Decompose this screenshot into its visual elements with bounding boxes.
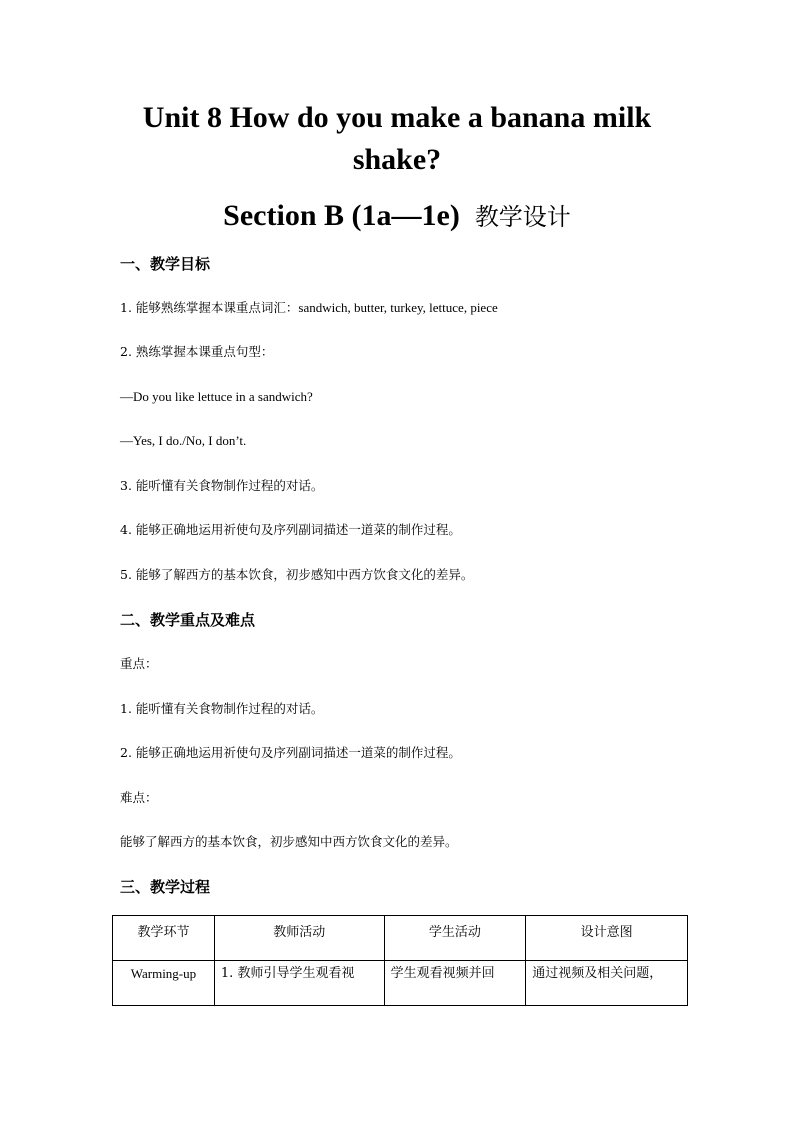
objective-5: 5. 能够了解西方的基本饮食，初步感知中西方饮食文化的差异。: [120, 567, 474, 582]
section-heading-process: 三、教学过程: [120, 878, 211, 896]
difficult-label: 难点：: [120, 790, 158, 805]
title-line-1: Unit 8 How do you make a banana milk: [142, 101, 652, 134]
section-heading-objectives: 一、教学目标: [120, 255, 211, 273]
title-line-2: shake?: [352, 143, 442, 176]
title-section: Section B (1a—1e): [223, 199, 460, 232]
title-section-cn: 教学设计: [474, 203, 571, 231]
difficult-text: 能够了解西方的基本饮食，初步感知中西方饮食文化的差异。: [120, 834, 458, 849]
process-table: [112, 915, 688, 1006]
key-label: 重点：: [120, 656, 158, 671]
section-heading-key-points: 二、教学重点及难点: [120, 611, 256, 629]
table-cell: 1. 教师引导学生观看视: [214, 961, 384, 1006]
table-header-cell: 设计意图: [526, 916, 688, 961]
key-item-1: 1. 能听懂有关食物制作过程的对话。: [120, 701, 324, 716]
sentence-pattern-answer: [120, 432, 246, 450]
table-row: [113, 961, 688, 1006]
objective-4: 4. 能够正确地运用祈使句及序列副词描述一道菜的制作过程。: [120, 522, 461, 537]
table-header-row: [113, 916, 688, 961]
sentence-a-text: —Yes, I do./No, I don’t.: [120, 433, 247, 448]
title-line-3: [0, 196, 794, 237]
table-header-cell: 教师活动: [214, 916, 384, 961]
objective-1-vocab: sandwich, butter, turkey, lettuce, piece: [298, 300, 498, 315]
objective-3: 3. 能听懂有关食物制作过程的对话。: [120, 478, 324, 493]
objective-2: 2. 熟练掌握本课重点句型：: [120, 344, 274, 359]
key-item-2: 2. 能够正确地运用祈使句及序列副词描述一道菜的制作过程。: [120, 745, 461, 760]
table-cell: Warming-up: [113, 961, 215, 1006]
table-header-cell: 教学环节: [113, 916, 215, 961]
table-cell: 通过视频及相关问题，: [526, 961, 688, 1006]
sentence-q-text: —Do you like lettuce in a sandwich?: [120, 389, 313, 404]
table-header-cell: 学生活动: [384, 916, 526, 961]
table-cell: 学生观看视频并回: [384, 961, 526, 1006]
objective-1-prefix: 1. 能够熟练掌握本课重点词汇：: [120, 300, 299, 315]
sentence-pattern-question: [120, 388, 313, 406]
objective-1: [120, 299, 498, 317]
